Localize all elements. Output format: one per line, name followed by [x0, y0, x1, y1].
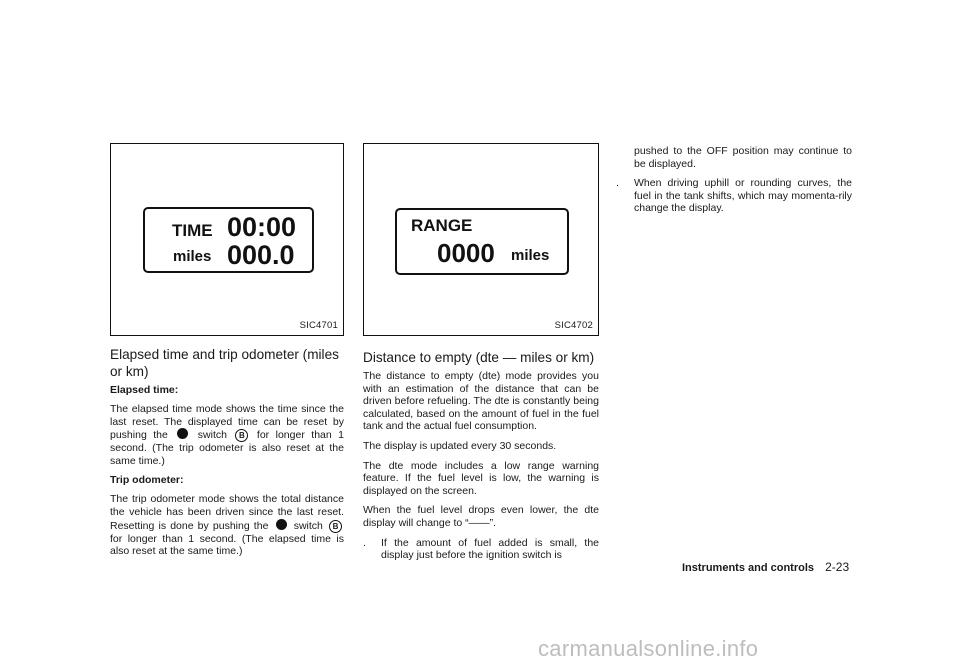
- right-column: [616, 145, 852, 221]
- elapsed-time-figure: [110, 143, 344, 336]
- trip-odometer-paragraph: [110, 493, 344, 557]
- paragraph-text: switch: [197, 429, 227, 442]
- list-item-text: If the amount of fuel added is small, the display just before the ignition switch is: [381, 536, 599, 562]
- range-display: [395, 208, 569, 275]
- figure-code: SIC4701: [299, 320, 338, 331]
- watermark-text: carmanualsonline.info: [538, 636, 759, 661]
- paragraph: The dte mode includes a low range warning feature. If the fuel level is low, the warning is displayed on the screen.: [363, 459, 599, 497]
- paragraph-text: for longer than 1 second. (The trip odometer is also reset at the same time.): [110, 429, 345, 467]
- range-figure: [363, 143, 599, 336]
- paragraph: When the fuel level drops even lower, the dte display will change to “——”.: [363, 504, 599, 529]
- miles-value: 000.0: [227, 240, 295, 270]
- bullet-mark: .: [616, 177, 619, 190]
- switch-bullet-icon: [276, 519, 287, 530]
- range-miles-label: miles: [511, 247, 550, 264]
- paragraph-text: The elapsed time mode shows the time since the last reset. The displayed time can be reset by pushing the: [110, 403, 344, 442]
- elapsed-time-paragraph: [110, 403, 344, 467]
- paragraph-text: for longer than 1 second. (The elapsed time is also reset at the same time.): [110, 532, 344, 558]
- circled-b-icon: B: [235, 429, 248, 442]
- paragraph-text: The trip odometer mode shows the total distance the vehicle has been driven since the last reset. Resetting is done by pushing the: [110, 493, 344, 532]
- trip-odometer-subheading: Trip odometer:: [110, 474, 184, 487]
- paragraph: The display is updated every 30 seconds.: [363, 439, 557, 452]
- time-label: TIME: [172, 221, 213, 240]
- switch-bullet-icon: [177, 428, 188, 439]
- list-item-continuation: pushed to the OFF position may continue to be displayed.: [634, 145, 852, 170]
- miles-label: miles: [173, 248, 212, 265]
- left-column: [110, 143, 344, 565]
- page-number: 2-23: [825, 560, 850, 574]
- circled-b-icon: B: [329, 520, 342, 533]
- range-label: RANGE: [411, 216, 473, 235]
- footer-section-name: Instruments and controls: [682, 562, 815, 574]
- elapsed-time-subheading: Elapsed time:: [110, 384, 179, 396]
- time-value: 00:00: [227, 212, 297, 242]
- paragraph: The distance to empty (dte) mode provides you with an estimation of the distance that can be driven before refueling. The dte is constantly being calculated, based on the amount of fuel in the fuel tank and the actual fuel consumption.: [363, 370, 599, 433]
- bullet-mark: .: [363, 536, 366, 549]
- middle-column: [363, 143, 599, 568]
- range-value: 0000: [437, 238, 495, 268]
- list-item: [616, 177, 852, 215]
- trip-computer-display: [143, 207, 314, 273]
- list-item-text: When driving uphill or rounding curves, the fuel in the tank shifts, which may momenta-rily change the display.: [634, 177, 852, 215]
- figure-code: SIC4702: [554, 320, 593, 331]
- section-heading: Elapsed time and trip odometer (miles or km): [110, 347, 339, 379]
- page-footer: [682, 560, 849, 574]
- paragraph-text: switch: [293, 519, 323, 532]
- section-heading: Distance to empty (dte — miles or km): [363, 350, 595, 365]
- list-item: [363, 537, 599, 562]
